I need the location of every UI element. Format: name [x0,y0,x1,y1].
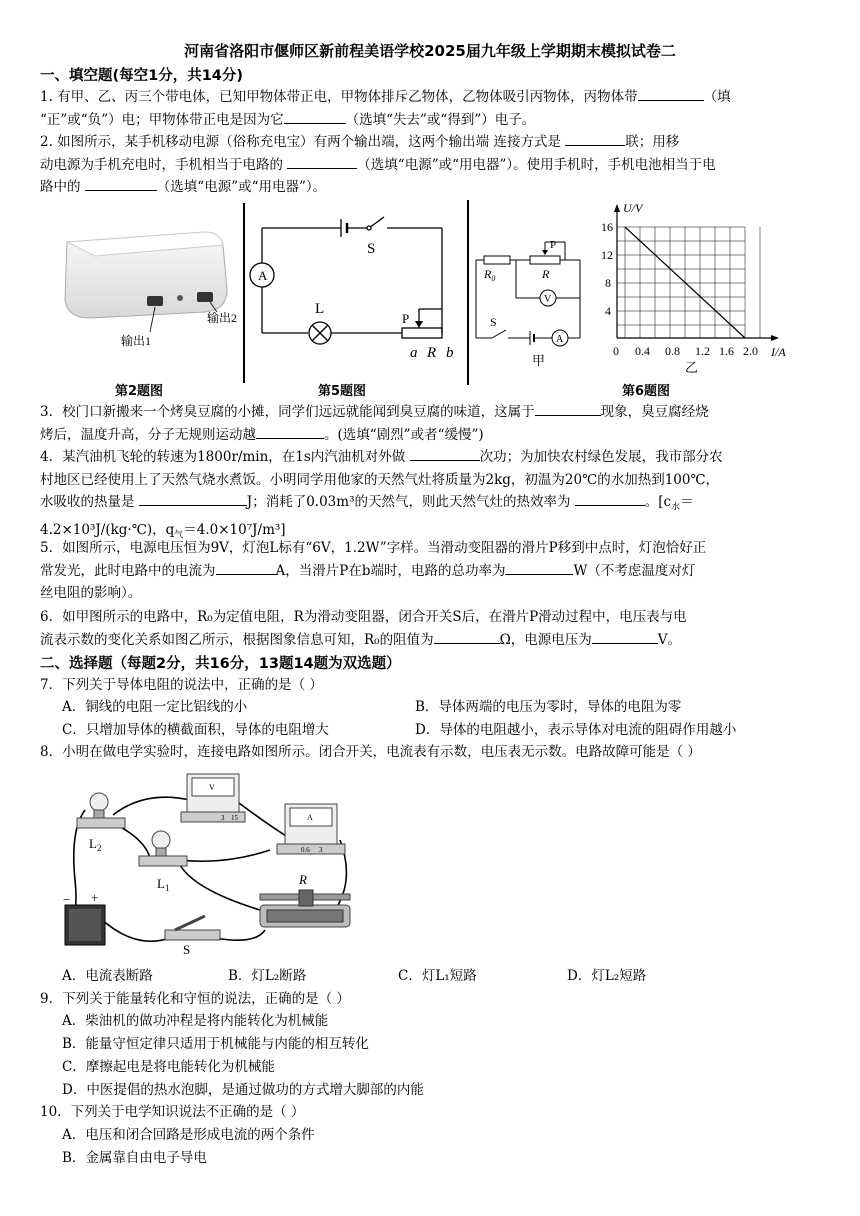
q3-blank-1[interactable] [535,401,601,416]
q4-text-h: ＝ [680,494,694,510]
question-10-stem: 10．下列关于电学知识说法不正确的是（ ） [40,1104,305,1120]
switch-s [369,217,384,228]
q3-text-b: 现象，臭豆腐经烧 [600,404,709,420]
fig8-ammeter-letter: A [307,813,313,822]
q4-text-c: 村地区已经使用上了天然气烧水煮饭。小明同学用他家的天然气灶将质量为2kg，初温为20℃的水加热到100℃， [40,471,720,488]
q4-blank-2[interactable] [139,491,247,506]
q4-text-e: J；消耗了0.03m³的天然气，则此天然气灶的热效率为 [246,494,571,510]
q4-text-i: 4.2×10³J/(kg·℃)，q [40,522,175,539]
x-tick-0-4: 0.4 [635,344,650,358]
figure-5-caption: 第5题图 [318,384,367,399]
x-tick-1-6: 1.6 [719,344,734,358]
fig5-slider-label: P [402,311,410,326]
q8-option-b[interactable]: B．灯L₂断路 [228,968,307,984]
fig6-p-label: P [550,239,557,251]
q6-blank-1[interactable] [434,629,500,644]
q10-option-b[interactable]: B．金属靠自由电子导电 [62,1150,207,1166]
fig8-voltmeter-terminal-3: 3 [221,814,225,822]
q6-text-b: 流表示数的变化关系如图乙所示，根据图象信息可知，R₀的阻值为 [40,631,434,648]
q1-blank-2[interactable] [284,109,346,124]
q5-blank-2[interactable] [505,560,573,575]
question-1 [40,86,825,131]
question-9-stem: 9．下列关于能量转化和守恒的说法，正确的是（ ） [40,991,350,1007]
figure-8-circuit [55,770,355,960]
q9-option-d[interactable]: D．中医提倡的热水泡脚，是通过做功的方式增大脚部的内能 [62,1082,424,1098]
fig5-ammeter-label: A [258,268,268,283]
fig8-voltmeter-letter: V [209,783,215,792]
q9-option-b[interactable]: B．能量守恒定律只适用于机械能与内能的相互转化 [62,1036,369,1052]
q4-blank-1[interactable] [410,446,480,461]
question-7-stem: 7．下列关于导体电阻的说法中，正确的是（ ） [40,677,323,693]
q6-text-d: V。 [657,631,682,648]
figure-2-caption: 第2题图 [115,384,164,399]
question-4 [40,446,825,547]
x-tick-0: 0 [613,344,619,358]
q7-option-d[interactable]: D．导体的电阻越小，表示导体对电流的阻碍作用越小 [415,722,737,738]
q5-text-b: 常发光，此时电路中的电流为 [40,562,216,579]
q6-text-c: Ω，电源电压为 [499,631,592,648]
q2-blank-2[interactable] [287,154,357,169]
fig5-lamp-label: L [315,301,325,317]
q7-option-c[interactable]: C．只增加导体的横截面积，导体的电阻增大 [62,722,329,738]
question-5 [40,537,825,605]
voltmeter [181,774,245,822]
rheostat [260,890,350,927]
fig5-resistor-label: R [427,345,437,361]
q2-text-f: 路中的 [40,179,81,195]
question-3 [40,401,825,446]
switch-s [165,916,220,940]
q10-option-a[interactable]: A．电压和闭合回路是形成电流的两个条件 [62,1127,315,1143]
fig8-l2-label: $L_2$ [89,836,102,853]
q8-option-c[interactable]: C．灯L₁短路 [398,968,477,984]
q4-text-k: ＝4.0×10⁷J/m³] [183,522,286,539]
question-2 [40,131,825,199]
fig8-l1-label: $L_1$ [157,876,170,893]
fig6-jia-label: 甲 [532,353,546,368]
fig8-s-label: S [183,942,191,957]
fig5-switch-label: S [367,241,376,257]
q4-text-j: 气 [174,530,184,541]
output-port-1 [147,296,163,306]
section-fill-blank-heading: 一、填空题(每空1分，共14分) [40,68,244,84]
q4-text-b: 次功；为加快农村绿色发展，我市部分农 [479,449,723,465]
page-title: 河南省洛阳市偃师区新前程美语学校2025届九年级上学期期末模拟试卷二 [184,42,676,60]
q8-option-a[interactable]: A．电流表断路 [62,968,153,984]
fig6-s-label: S [490,315,497,329]
question-6 [40,606,825,651]
figure-6-caption: 第6题图 [622,384,671,399]
fig5-end-b: b [446,345,454,361]
q2-blank-3[interactable] [85,176,157,191]
figure-6-graph-yi [595,200,795,378]
figure-2-power-bank [55,210,245,360]
q2-text-d: 动电源为手机充电时，手机相当于电路的 [40,156,283,173]
q6-blank-2[interactable] [592,629,658,644]
output-port-2 [197,292,213,302]
fig8-minus-label: − [63,892,71,907]
fig8-ammeter-terminal-06: 0.6 [301,846,310,854]
section-choice-heading: 二、选择题（每题2分，共16分，13题14题为双选题） [40,656,401,672]
q3-text-c: 烤后，温度升高，分子无规则运动越 [40,426,256,443]
fig8-plus-label: + [91,890,99,905]
figure-5-circuit [244,205,466,385]
out2-label: 输出2 [207,311,238,325]
q2-text-a: 2. 如图所示，某手机移动电源（俗称充电宝）有两个输出端，这两个输出端 [40,134,490,150]
x-tick-0-8: 0.8 [665,344,680,358]
q5-text-e: 丝电阻的影响）。 [40,585,142,601]
q3-blank-2[interactable] [256,424,324,439]
y-tick-12: 12 [601,248,613,262]
fig6-v-label: V [544,294,552,305]
q1-text-d: （选填“失去”或“得到”）电子。 [345,111,536,128]
q2-blank-1[interactable] [565,131,625,146]
fig6-yi-label: 乙 [685,360,699,375]
q9-option-c[interactable]: C．摩擦起电是将电能转化为机械能 [62,1059,275,1075]
fig8-r-label: R [299,872,307,887]
q4-text-a: 4．某汽油机飞轮的转速为1800r/min，在1s内汽油机对外做 [40,449,406,465]
fig6-r-label: R [542,267,550,281]
x-tick-2-0: 2.0 [743,344,758,358]
q2-text-b: 连接方式是 [493,134,561,150]
power-button [177,295,183,301]
q5-text-a: 5．如图所示，电源电压恒为9V，灯泡L标有“6V，1.2W”字样。当滑动变阻器的滑片P移到中点时，灯泡恰好正 [40,540,707,556]
q3-text-d: 。(选填“剧烈”或者“缓慢”) [324,426,484,443]
fig6-y-axis-label: U/V [623,201,643,215]
x-tick-1-2: 1.2 [695,344,710,358]
q2-text-e: （选填“电源”或“用电器”）。使用手机时，手机电池相当于电 [357,156,716,173]
fig6-r0-label: $R_0$ [484,267,496,283]
q3-text-a: 3．校门口新搬来一个烤臭豆腐的小摊，同学们远远就能闻到臭豆腐的味道，这属于 [40,404,535,420]
battery [65,905,105,945]
rheostat-r [402,328,442,338]
fig6-x-axis-label: I/A [771,345,786,359]
q1-text-c: “正”或“负”）电；甲物体带正电是因为它 [40,111,284,128]
q8-option-d[interactable]: D．灯L₂短路 [567,968,647,984]
q9-option-a[interactable]: A．柴油机的做功冲程是将内能转化为机械能 [62,1013,329,1029]
fig5-end-a: a [410,345,418,361]
q7-option-a[interactable]: A．铜线的电阻一定比铝线的小 [62,699,248,715]
q1-text-a: 1. 有甲、乙、丙三个带电体，已知甲物体带正电，甲物体排斥乙物体，乙物体吸引丙物体，丙物体带 [40,89,638,105]
q4-blank-3[interactable] [575,491,645,506]
y-tick-4: 4 [605,304,611,318]
q1-blank-1[interactable] [638,86,704,101]
fig6-a-label: A [556,334,564,345]
question-8-stem: 8．小明在做电学实验时，连接电路如图所示。闭合开关，电流表有示数，电压表无示数。电路故障可能是（ ） [40,744,701,760]
q1-text-b: （填 [703,89,731,105]
q7-option-b[interactable]: B．导体两端的电压为零时，导体的电阻为零 [415,699,682,715]
fig8-ammeter-terminal-3: 3 [319,846,323,854]
figure-divider-2 [467,200,469,385]
out1-label: 输出1 [121,334,152,348]
y-tick-16: 16 [601,220,613,234]
ammeter [277,804,345,854]
fig8-voltmeter-terminal-15: 15 [231,814,238,822]
q5-text-d: W（不考虑温度对灯 [573,562,696,579]
q6-text-a: 6．如甲图所示的电路中，R₀为定值电阻，R为滑动变阻器，闭合开关S后，在滑片P滑动过程中，电压表与电 [40,609,687,625]
q5-blank-1[interactable] [216,560,276,575]
q2-text-c: 联；用移 [625,134,680,150]
y-tick-8: 8 [605,276,611,290]
resistor-r0 [484,256,510,264]
q5-text-c: A，当滑片P在b端时，电路的总功率为 [275,562,506,579]
q2-text-g: （选填“电源”或“用电器”）。 [156,179,327,195]
switch-s [492,330,506,338]
q4-text-f: 。[c [644,494,672,510]
q4-text-d: 水吸收的热量是 [40,494,135,510]
figure-6-circuit-jia [470,230,590,380]
rheostat-r [530,256,560,264]
q4-text-g: 水 [671,502,681,513]
